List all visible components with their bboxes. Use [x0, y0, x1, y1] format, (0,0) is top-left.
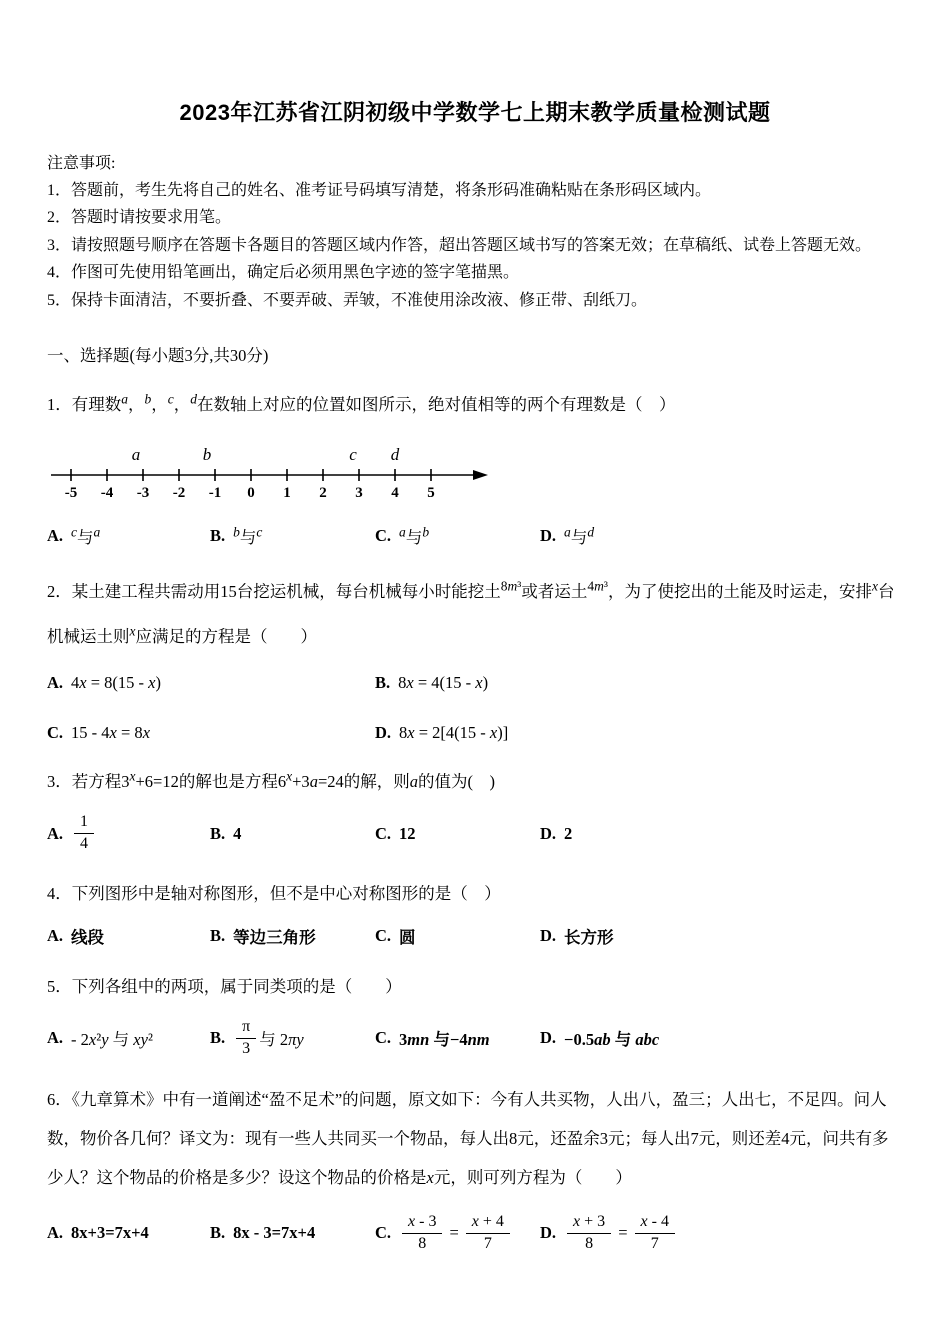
fraction-numerator: 1 [74, 812, 94, 834]
point-label-b: b [202, 445, 212, 465]
option-label: C. [375, 1028, 392, 1048]
fraction [74, 812, 94, 855]
option-content: 8x - 3=7x+4 [233, 1223, 316, 1243]
option-label: B. [210, 1223, 226, 1243]
question-5-option-d [540, 1026, 903, 1050]
option-label: B. [210, 1028, 226, 1048]
option-label: C. [375, 925, 392, 945]
question-4-option-d [540, 924, 903, 948]
number-line-svg [47, 445, 492, 503]
option-content: $^a$与$^b$ [399, 524, 430, 548]
question-6-option-b [210, 1223, 375, 1243]
question-3-options [47, 812, 903, 855]
option-content: - 2x²y 与 xy² [71, 1030, 153, 1050]
question-4-option-c [375, 924, 540, 948]
fraction [402, 1212, 442, 1255]
option-content: 15 - 4x = 8x [71, 723, 151, 743]
fraction [635, 1212, 675, 1255]
point-label-a: a [131, 445, 141, 465]
question-3-option-b [210, 824, 375, 844]
option-label: D. [540, 1028, 557, 1048]
option-label: A. [47, 925, 64, 945]
question-3 [47, 765, 903, 855]
number-line-figure [47, 445, 903, 508]
fraction-numerator: x - 3 [402, 1212, 442, 1234]
question-4-option-b [210, 924, 375, 948]
option-content: 8x+3=7x+4 [71, 1223, 149, 1243]
tick-label: -2 [172, 485, 186, 502]
question-2-stem: 2．某土建工程共需动用15台挖运机械，每台机械每小时能挖土$^{8m^3}$或者运土$^{4m^3}$，为了使挖出的土能及时运走，安排$^x$台机械运土则$^x$应满足的方程是（ ） [47, 578, 895, 646]
tick-label: 4 [391, 485, 399, 502]
question-2-options [47, 673, 903, 743]
fraction-numerator: x - 4 [635, 1212, 675, 1234]
question-1-option-a [47, 524, 210, 548]
point-label-d: d [390, 445, 400, 465]
tick-label: 3 [355, 485, 363, 502]
tick-label: -3 [136, 485, 150, 502]
option-content: 等边三角形 [233, 927, 316, 947]
option-label: B. [375, 673, 391, 693]
tick-label: 2 [319, 485, 327, 502]
notice-section [47, 151, 903, 314]
option-content: $^a$与$^d$ [564, 524, 595, 548]
fraction-numerator: x + 3 [567, 1212, 611, 1234]
notice-item-1: 1．答题前，考生先将自己的姓名、准考证号码填写清楚，将条形码准确粘贴在条形码区域内。 [47, 181, 712, 199]
option-content: $^b$与$^c$ [233, 524, 263, 548]
question-1-option-c [375, 524, 540, 548]
question-1-option-d [540, 524, 903, 548]
option-label: A. [47, 673, 64, 693]
option-content: 12 [399, 823, 416, 843]
question-2-option-c [47, 723, 375, 743]
option-label: D. [375, 723, 392, 743]
option-label: B. [210, 823, 226, 843]
question-4-option-a [47, 924, 210, 948]
page-title: 2023年江苏省江阴初级中学数学七上期末教学质量检测试题 [179, 100, 771, 125]
option-content: 圆 [399, 927, 416, 947]
question-2-option-a [47, 673, 375, 693]
question-4-stem: 4．下列图形中是轴对称图形，但不是中心对称图形的是（ ） [47, 883, 501, 903]
tick-label: 1 [283, 485, 291, 502]
question-1-stem: 1．有理数$^a$，$^b$，$^c$，$^d$在数轴上对应的位置如图所示，绝对值相等的两个有理数是（ ） [47, 391, 676, 415]
notice-item-4: 4．作图可先使用铅笔画出，确定后必须用黑色字迹的签字笔描黑。 [47, 264, 520, 282]
fraction-denominator: 8 [418, 1234, 427, 1252]
question-6-options [47, 1212, 903, 1255]
question-5-option-a [47, 1026, 210, 1050]
option-label: C. [375, 823, 392, 843]
tick-label: 5 [427, 485, 435, 502]
question-2 [47, 570, 903, 743]
notice-item-5: 5．保持卡面清洁，不要折叠、不要弄破、弄皱，不准使用涂改液、修正带、刮纸刀。 [47, 291, 648, 309]
option-label: B. [210, 925, 226, 945]
question-1 [47, 388, 903, 548]
tick-label: -5 [64, 485, 78, 502]
equals-sign: = [449, 1223, 459, 1243]
question-6-stem: 6．《九章算术》中有一道阐述“盈不足术”的问题，原文如下：今有人共买物，人出八，盈三；人出七，不足四。问人数，物价各几何？译文为：现有一些人共同买一个物品，每人出8元，还盈余3元；每人出7元，则还差4元，问共有多少人？这个物品的价格是多少？设这个物品的价格是x元，则可列方程为（ ） [47, 1090, 889, 1187]
option-label: A. [47, 1223, 64, 1243]
option-label: A. [47, 823, 64, 843]
equals-sign: = [618, 1223, 628, 1243]
notice-item-3: 3．请按照题号顺序在答题卡各题目的答题区域内作答，超出答题区域书写的答案无效；在草稿纸、试卷上答题无效。 [47, 236, 872, 254]
section-heading: 一、选择题(每小题3分,共30分) [47, 346, 269, 366]
fraction-denominator: 8 [585, 1234, 594, 1252]
tick-label: -4 [100, 485, 114, 502]
option-label: D. [540, 925, 557, 945]
axis-arrow-icon [473, 470, 488, 480]
option-content: 2 [564, 823, 573, 843]
question-2-option-d [375, 723, 903, 743]
option-label: C. [47, 723, 64, 743]
question-5-option-c [375, 1026, 540, 1050]
question-3-stem: 3．若方程$3^x+6=12$的解也是方程$6^x+3a=24$的解，则a的值为( ) [47, 768, 495, 792]
option-label: C. [375, 526, 392, 546]
option-content: 长方形 [564, 927, 614, 947]
option-label: D. [540, 1223, 557, 1243]
tick-label: -1 [208, 485, 222, 502]
question-4 [47, 877, 903, 948]
fraction-numerator: x + 4 [466, 1212, 510, 1234]
option-label: A. [47, 1028, 64, 1048]
option-label: D. [540, 526, 557, 546]
question-3-option-a [47, 812, 210, 855]
notice-heading: 注意事项: [47, 155, 116, 172]
option-content: $^c$与$^a$ [71, 524, 101, 548]
question-5-stem: 5．下列各组中的两项，属于同类项的是（ ） [47, 976, 402, 996]
fraction-denominator: 7 [483, 1234, 492, 1252]
question-4-options [47, 924, 903, 948]
question-6-option-a [47, 1223, 210, 1243]
option-label: A. [47, 526, 64, 546]
option-content: 8x = 4(15 - x) [398, 673, 489, 693]
fraction [466, 1212, 510, 1255]
question-1-options [47, 524, 903, 548]
question-6-option-d [540, 1212, 903, 1255]
fraction-denominator: 7 [650, 1234, 659, 1252]
option-label: B. [210, 526, 226, 546]
question-3-option-c [375, 824, 540, 844]
option-content: 4x = 8(15 - x) [71, 673, 161, 693]
fraction [236, 1017, 256, 1060]
fraction-numerator: π [236, 1017, 256, 1039]
option-content: −0.5ab 与 abc [564, 1030, 660, 1050]
fraction [567, 1212, 611, 1255]
option-label: D. [540, 823, 557, 843]
fraction-denominator: 3 [242, 1039, 251, 1057]
question-6-option-c [375, 1212, 540, 1255]
point-label-c: c [349, 445, 357, 465]
option-content: 4 [233, 823, 242, 843]
notice-item-2: 2．答题时请按要求用笔。 [47, 209, 232, 227]
question-2-option-b [375, 673, 903, 693]
question-1-option-b [210, 524, 375, 548]
question-3-option-d [540, 824, 903, 844]
question-5 [47, 970, 903, 1060]
option-content: 线段 [71, 927, 105, 947]
fraction-denominator: 4 [80, 835, 89, 853]
question-6 [47, 1081, 903, 1254]
option-content: 与 2πy [259, 1030, 304, 1050]
option-label: C. [375, 1223, 392, 1243]
tick-label: 0 [247, 485, 255, 502]
question-5-options [47, 1017, 903, 1060]
option-content: 8x = 2[4(15 - x)] [399, 723, 509, 743]
option-content: 3mn 与−4nm [399, 1030, 490, 1050]
question-5-option-b [210, 1017, 375, 1060]
